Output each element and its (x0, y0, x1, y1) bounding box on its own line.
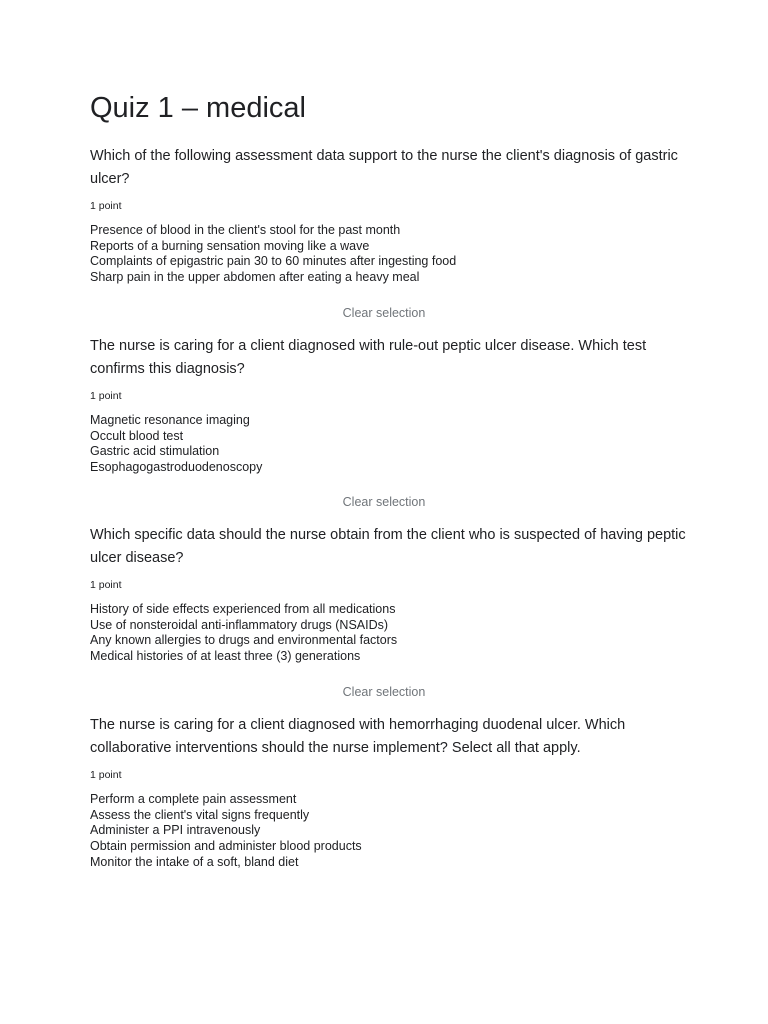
option-item[interactable]: Complaints of epigastric pain 30 to 60 minutes after ingesting food (90, 254, 457, 269)
clear-selection-button[interactable]: Clear selection (342, 685, 426, 699)
question-2 (90, 335, 690, 492)
option-item[interactable]: Use of nonsteroidal anti-inflammatory drugs (NSAIDs) (90, 617, 389, 632)
question-points: 1 point (90, 200, 122, 212)
question-1 (90, 145, 690, 302)
question-text: The nurse is caring for a client diagnosed with rule-out peptic ulcer disease. Which test confirms this diagnosis? (90, 338, 647, 377)
option-item[interactable]: Reports of a burning sensation moving like a wave (90, 238, 370, 253)
option-item[interactable]: Occult blood test (90, 428, 184, 443)
option-list (90, 413, 690, 476)
option-item[interactable]: Sharp pain in the upper abdomen after eating a heavy meal (90, 270, 420, 285)
option-item[interactable]: Esophagogastroduodenoscopy (90, 460, 263, 475)
option-list (90, 223, 690, 286)
option-item[interactable]: Medical histories of at least three (3) generations (90, 649, 361, 664)
question-text: Which specific data should the nurse obtain from the client who is suspected of having peptic ulcer disease? (90, 527, 686, 566)
option-item[interactable]: Obtain permission and administer blood products (90, 839, 362, 854)
option-item[interactable]: Gastric acid stimulation (90, 444, 220, 459)
question-text: The nurse is caring for a client diagnosed with hemorrhaging duodenal ulcer. Which collaborative interventions should the nurse implement? Select all that apply. (90, 717, 626, 756)
clear-selection-button[interactable]: Clear selection (342, 495, 426, 509)
question-3 (90, 524, 690, 681)
question-text: Which of the following assessment data support to the nurse the client's diagnosis of gastric ulcer? (90, 148, 678, 187)
option-item[interactable]: Assess the client's vital signs frequently (90, 807, 310, 822)
question-points: 1 point (90, 390, 122, 402)
option-item[interactable]: Perform a complete pain assessment (90, 792, 297, 806)
option-item[interactable]: History of side effects experienced from all medications (90, 602, 396, 616)
question-4 (90, 714, 690, 887)
clear-selection-button[interactable]: Clear selection (342, 306, 426, 320)
option-item[interactable]: Monitor the intake of a soft, bland diet (90, 854, 299, 869)
option-list (90, 602, 690, 665)
option-item[interactable]: Administer a PPI intravenously (90, 823, 261, 838)
option-item[interactable]: Magnetic resonance imaging (90, 413, 250, 427)
page-title: Quiz 1 – medical (90, 92, 306, 124)
option-list (90, 792, 690, 871)
question-points: 1 point (90, 769, 122, 781)
question-points: 1 point (90, 579, 122, 591)
option-item[interactable]: Any known allergies to drugs and environmental factors (90, 633, 398, 648)
option-item[interactable]: Presence of blood in the client's stool for the past month (90, 223, 401, 237)
